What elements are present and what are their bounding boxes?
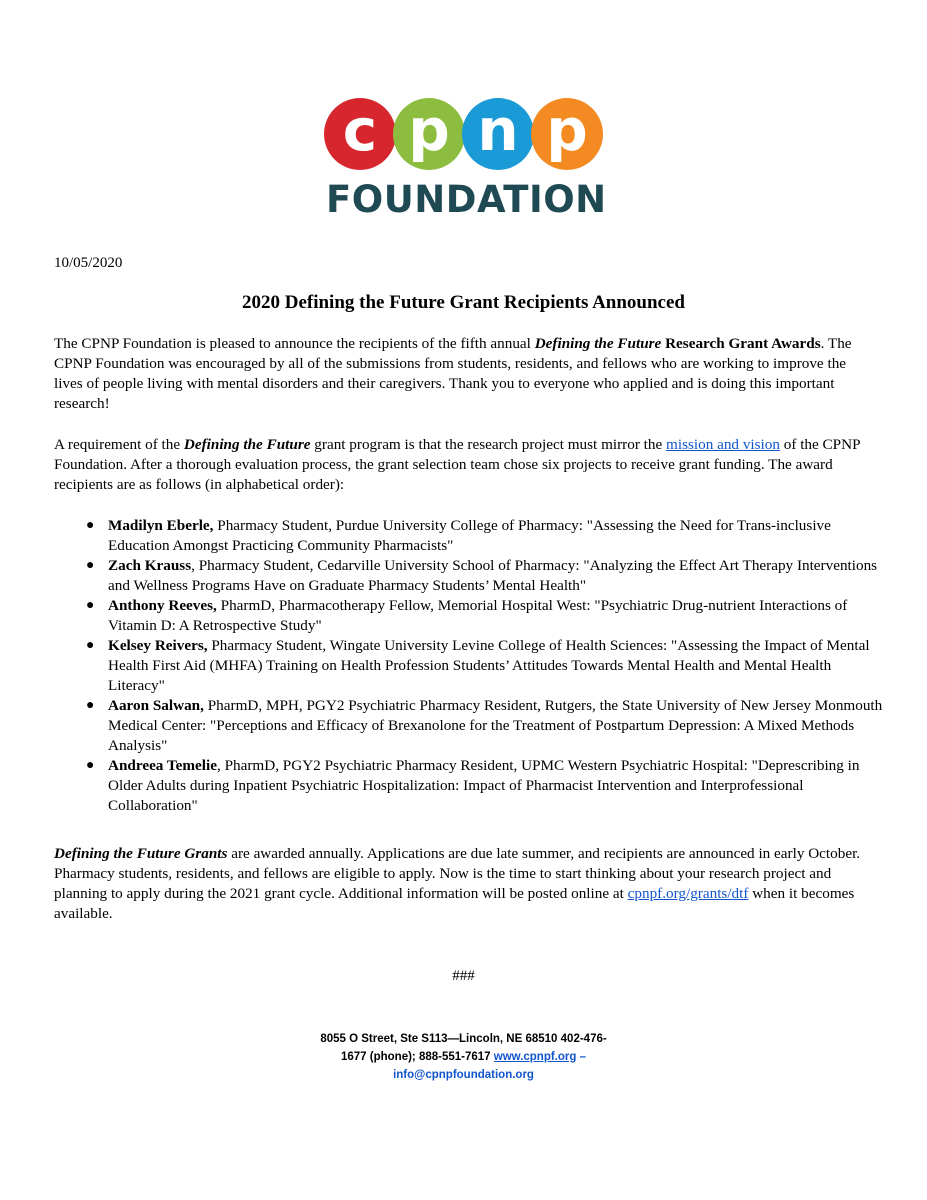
intro-text-1: The CPNP Foundation is pleased to announce the recipients of the fifth annual [54, 335, 535, 352]
recipient-name: Andreea Temelie [108, 757, 217, 774]
logo-circle-c [324, 98, 396, 170]
requirement-text-1: A requirement of the [54, 436, 184, 453]
requirement-text-2: grant program is that the research project must mirror the [310, 436, 667, 453]
recipient-name: Madilyn Eberle, [108, 517, 214, 534]
intro-program-name: Defining the Future [534, 335, 662, 352]
mission-vision-link[interactable]: mission and vision [666, 436, 780, 453]
closing-paragraph [54, 844, 874, 924]
footer-phone-line [290, 1048, 637, 1066]
end-separator: ### [452, 968, 475, 984]
recipients-list [54, 516, 884, 816]
logo-letter-p: p [408, 96, 450, 164]
logo-circle-p2 [531, 98, 603, 170]
logo-circle-p [393, 98, 465, 170]
footer-address-line: 8055 O Street, Ste S113—Lincoln, NE 68510 402-476- [320, 1033, 607, 1045]
closing-text-1: are awarded annually. Applications are due late summer, and recipients are announced in early October. Pharmacy students, residents, and fellows are eligible to apply. Now is the time to start thinking about your research project and planning to apply during the 2021 grant cycle. Additional information will be posted online at [54, 845, 861, 902]
recipient-details: Pharmacy Student, Wingate University Levine College of Health Sciences: "Assessing the Impact of Mental Health First Aid (MHFA) Training on Health Profession Students’ Attitudes Towards Mental Health and Mental Health Literacy" [108, 637, 870, 694]
closing-text-2: when it becomes available. [54, 885, 855, 922]
logo-wordmark: FOUNDATION [326, 178, 607, 221]
recipient-name: Kelsey Reivers, [108, 637, 208, 654]
logo-circle-n [462, 98, 534, 170]
recipient-details: Pharmacy Student, Purdue University College of Pharmacy: "Assessing the Need for Trans-inclusive Education Amongst Practicing Community Pharmacists" [108, 517, 831, 554]
intro-paragraph [54, 334, 874, 414]
requirement-text-3: of the CPNP Foundation. After a thorough evaluation process, the grant selection team chose six projects to receive grant funding. The award recipients are as follows (in alphabetical order): [54, 436, 860, 493]
list-item [54, 696, 884, 756]
footer-phone-text: 1677 (phone); 888-551-7617 [341, 1051, 494, 1063]
footer-contact [290, 1030, 637, 1084]
footer-dash: – [576, 1051, 586, 1063]
requirement-program-name: Defining the Future [183, 436, 311, 453]
requirement-paragraph [54, 435, 874, 495]
document-date: 10/05/2020 [54, 255, 123, 271]
cpnp-foundation-logo [324, 96, 607, 228]
dtf-grants-link[interactable]: cpnpf.org/grants/dtf [627, 885, 749, 902]
list-item [54, 516, 884, 556]
page-title: 2020 Defining the Future Grant Recipients Announced [241, 292, 685, 313]
email-link[interactable]: info@cpnpfoundation.org [393, 1069, 534, 1081]
logo-letter-n: n [477, 96, 519, 164]
bullet-icon: ● [86, 638, 95, 653]
logo-letter-p2: p [546, 96, 588, 164]
recipient-name: Anthony Reeves, [108, 597, 217, 614]
logo-circles [324, 98, 604, 170]
recipient-details: , Pharmacy Student, Cedarville University School of Pharmacy: "Analyzing the Effect Art Therapy Interventions and Wellness Programs Have on Graduate Pharmacy Students’ Mental Health" [108, 557, 878, 594]
recipient-details: PharmD, MPH, PGY2 Psychiatric Pharmacy Resident, Rutgers, the State University of New Jersey Monmouth Medical Center: "Perceptions and Efficacy of Brexanolone for the Treatment of Postpartum Depression: A Mixed Methods Analysis" [108, 697, 883, 754]
recipient-details: PharmD, Pharmacotherapy Fellow, Memorial Hospital West: "Psychiatric Drug-nutrient Interactions of Vitamin D: A Retrospective Study" [108, 597, 848, 634]
bullet-icon: ● [86, 698, 95, 713]
bullet-icon: ● [86, 558, 95, 573]
website-link[interactable]: www.cpnpf.org [493, 1051, 577, 1063]
intro-text-2: . The CPNP Foundation was encouraged by all of the submissions from students, residents, and fellows who are working to improve the lives of people living with mental disorders and their caregivers. Thank you to everyone who applied and is doing this important research! [54, 335, 852, 412]
list-item [54, 596, 884, 636]
closing-grants-name: Defining the Future Grants [54, 845, 228, 862]
list-item [54, 756, 884, 816]
list-item [54, 556, 884, 596]
recipient-name: Aaron Salwan, [108, 697, 204, 714]
intro-awards: Research Grant Awards [661, 335, 821, 352]
recipient-name: Zach Krauss [108, 557, 192, 574]
bullet-icon: ● [86, 758, 95, 773]
list-item [54, 636, 884, 696]
logo-letter-c: c [342, 96, 378, 164]
recipient-details: , PharmD, PGY2 Psychiatric Pharmacy Resident, UPMC Western Psychiatric Hospital: "Deprescribing in Older Adults during Inpatient Psychiatric Hospitalization: Impact of Pharmacist Intervention and Interprofessional Collaboration" [108, 757, 860, 814]
bullet-icon: ● [86, 598, 95, 613]
bullet-icon: ● [86, 518, 95, 533]
